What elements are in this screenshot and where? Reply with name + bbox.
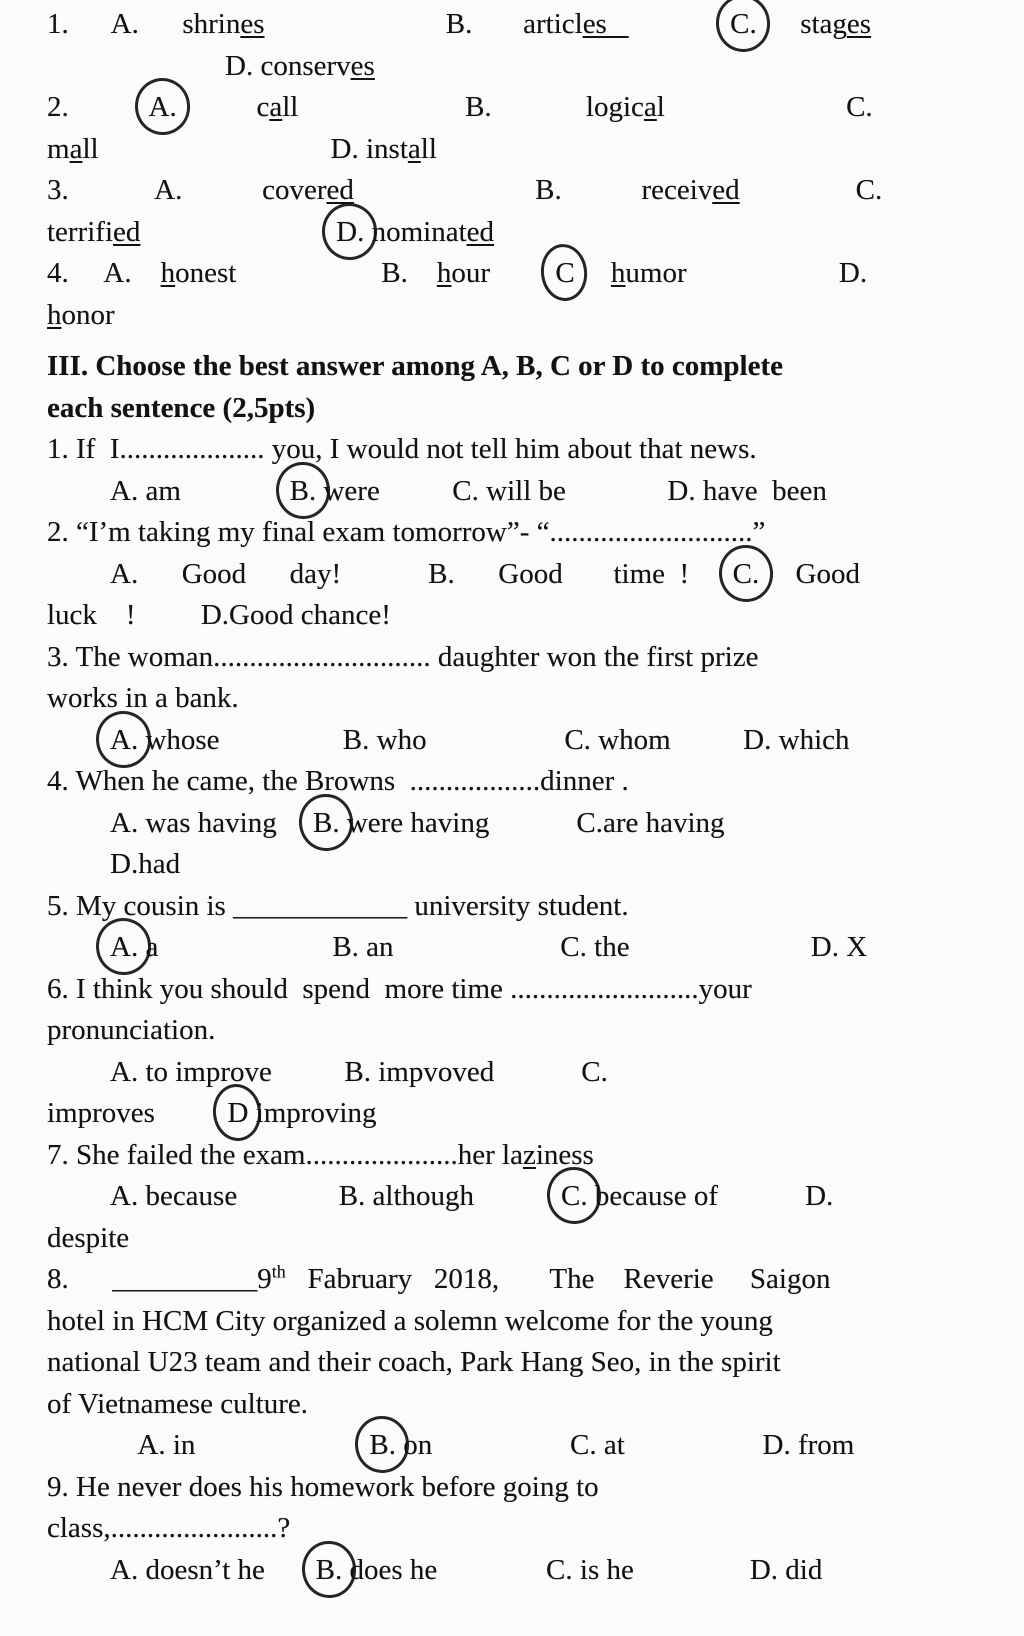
text-segment: B. articl (264, 8, 583, 40)
underlined-letters: h (47, 298, 62, 331)
underlined-letters: ed (113, 215, 141, 248)
circled-answer-mark: D (227, 1093, 248, 1135)
circled-answer-mark: B. (369, 1425, 396, 1467)
underlined-letters: es (240, 8, 265, 40)
underlined-letters: ed (466, 215, 495, 248)
answer-options-line (47, 803, 1024, 845)
question-text-line (47, 637, 1024, 679)
text-segment: of Vietnamese culture. (47, 1387, 309, 1420)
text-segment: improves (47, 1097, 228, 1129)
circled-answer-mark: A. (110, 720, 138, 762)
circled-answer-mark: B. (313, 803, 340, 845)
text-segment: iness (535, 1138, 594, 1171)
text-segment: ll D. inst (82, 132, 408, 165)
superscript-text: th (271, 1261, 286, 1282)
answer-options-line (47, 212, 1024, 254)
text-segment: 1. If I.................... you, I would not tell him about that news. (47, 433, 757, 465)
text-segment: does he C. is he D. did (342, 1553, 823, 1586)
circled-answer-mark: C (555, 253, 574, 295)
text-segment: whose B. who C. whom D. which (138, 723, 850, 756)
section-heading (47, 346, 1024, 388)
question-text-line (47, 1342, 1024, 1384)
question-text-line (47, 1467, 1024, 1509)
text-segment: our (451, 257, 556, 289)
question-text-line (47, 761, 1024, 803)
question-text-line (47, 969, 1024, 1011)
text-segment: A. to improve B. impvoved C. (110, 1055, 608, 1088)
text-segment: A. doesn’t he (110, 1553, 316, 1586)
answer-options-line (47, 46, 1024, 88)
question-text-line (47, 1135, 1024, 1177)
circled-answer-mark: C. (733, 554, 760, 596)
text-segment: were C. will be D. have been (316, 474, 827, 507)
text-segment: A. because B. although (110, 1180, 562, 1212)
underlined-letters: a (269, 91, 283, 123)
text-segment: terrifi (47, 215, 114, 248)
section-heading (47, 388, 1024, 430)
answer-options-line (47, 720, 1024, 762)
question-text-line (47, 512, 1024, 554)
text-segment: 2. (47, 91, 149, 123)
circled-answer-mark: C. (730, 4, 757, 46)
answer-options-line (47, 927, 1024, 969)
text-segment: nominat (364, 215, 467, 248)
text-segment: 3. A. cover (47, 174, 327, 206)
text-segment: class,.......................? (47, 1512, 291, 1544)
text-segment: l C. (656, 91, 873, 123)
underlined-letters: z (522, 1138, 536, 1171)
text-segment: a B. an C. the D. X (138, 931, 868, 963)
answer-options-line (47, 595, 1024, 637)
circled-answer-mark: C. (561, 1176, 588, 1218)
underlined-letters: a (643, 91, 657, 123)
question-text-line (47, 1384, 1024, 1426)
question-text-line (47, 886, 1024, 928)
underlined-letters: es (582, 8, 629, 40)
text-segment: A. was having (110, 806, 313, 839)
text-segment: A. am (110, 474, 290, 507)
text-segment: Good (759, 557, 860, 590)
answer-options-line (47, 554, 1024, 596)
question-text-line (47, 1259, 1024, 1301)
text-segment: C. (739, 174, 883, 206)
text-segment: ll B. logic (282, 91, 644, 123)
text-segment: 9. He never does his homework before going to (47, 1470, 599, 1503)
answer-options-line (47, 471, 1024, 513)
text-segment: despite (47, 1221, 130, 1254)
answer-options-line (47, 1425, 1024, 1467)
answer-options-line (47, 844, 1024, 886)
answer-options-line (47, 170, 1024, 212)
text-segment: ll (420, 132, 437, 165)
circled-answer-mark: D. (336, 212, 364, 254)
text-segment: c (176, 91, 270, 123)
underlined-letters: es (846, 8, 872, 40)
question-text-line (47, 678, 1024, 720)
text-segment: III. Choose the best answer among A, B, C or D to complete (47, 350, 783, 382)
text-segment: B. receiv (353, 174, 713, 206)
text-segment: A. Good day! B. Good time ! (110, 557, 733, 590)
text-segment: national U23 team and their coach, Park Hang Seo, in the spirit (47, 1346, 781, 1378)
text-segment: A. in (110, 1429, 370, 1461)
answer-options-line (47, 1052, 1024, 1094)
underlined-letters: h (160, 257, 176, 289)
answer-options-line (47, 1550, 1024, 1592)
underlined-letters: a (69, 132, 83, 165)
answer-options-line (47, 295, 1024, 337)
text-segment: works in a bank. (47, 682, 239, 714)
text-segment: 6. I think you should spend more time ..........................your (47, 972, 752, 1005)
text-segment: onor (61, 298, 115, 331)
underlined-letters: h (610, 257, 626, 289)
underlined-letters: ed (326, 174, 354, 206)
question-text-line (47, 1301, 1024, 1343)
question-text-line (47, 1010, 1024, 1052)
text-segment: 4. When he came, the Browns ..................dinner . (47, 765, 629, 797)
text-segment: 3. The woman.............................. daughter won the first prize (47, 640, 759, 673)
text-segment: each sentence (2,5pts) (47, 391, 316, 424)
text-segment: 1. A. shrin (47, 8, 241, 40)
circled-answer-mark: B. (316, 1550, 343, 1592)
underlined-letters: h (436, 257, 452, 289)
text-segment: 2. “I’m taking my final exam tomorrow”- “............................” (47, 516, 766, 548)
text-segment (629, 8, 731, 40)
underlined-letters: es (350, 49, 375, 82)
underlined-letters: ed (712, 174, 740, 206)
text-segment: were having C.are having (339, 806, 725, 839)
text-segment: 7. She failed the exam.....................her la (47, 1138, 523, 1171)
text-segment: 8. __________9 (47, 1263, 272, 1295)
text-segment: luck ! D.Good chance! (47, 599, 391, 631)
text-segment: hotel in HCM City organized a solemn welcome for the young (47, 1304, 773, 1337)
text-segment: 5. My cousin is ____________ university student. (47, 889, 629, 922)
text-segment: D. conserv (225, 49, 351, 82)
answer-options-line (47, 87, 1024, 129)
text-segment: Fabruary 2018, The Reverie Saigon (285, 1263, 831, 1295)
text-segment: onest B. (175, 257, 437, 289)
text-segment: on C. at D. from (396, 1429, 855, 1461)
text-segment: m (47, 132, 70, 165)
underlined-letters: a (407, 132, 421, 165)
circled-answer-mark: A. (149, 87, 177, 129)
question-text-line (47, 1508, 1024, 1550)
answer-options-line (47, 1093, 1024, 1135)
answer-options-line (47, 1176, 1024, 1218)
answer-options-line (47, 1218, 1024, 1260)
answer-options-line (47, 129, 1024, 171)
question-text-line (47, 429, 1024, 471)
text-segment: because of D. (587, 1180, 834, 1212)
text-segment (575, 257, 611, 289)
answer-options-line (47, 4, 1024, 46)
circled-answer-mark: A. (110, 927, 138, 969)
text-segment (140, 216, 336, 248)
text-segment: pronunciation. (47, 1014, 216, 1046)
text-segment: umor D. (625, 257, 868, 289)
text-segment: improving (248, 1097, 377, 1129)
circled-answer-mark: B. (290, 471, 317, 513)
text-segment: 4. A. (47, 257, 161, 289)
text-segment: D.had (110, 848, 181, 880)
text-segment: stag (756, 8, 847, 40)
answer-options-line (47, 253, 1024, 295)
